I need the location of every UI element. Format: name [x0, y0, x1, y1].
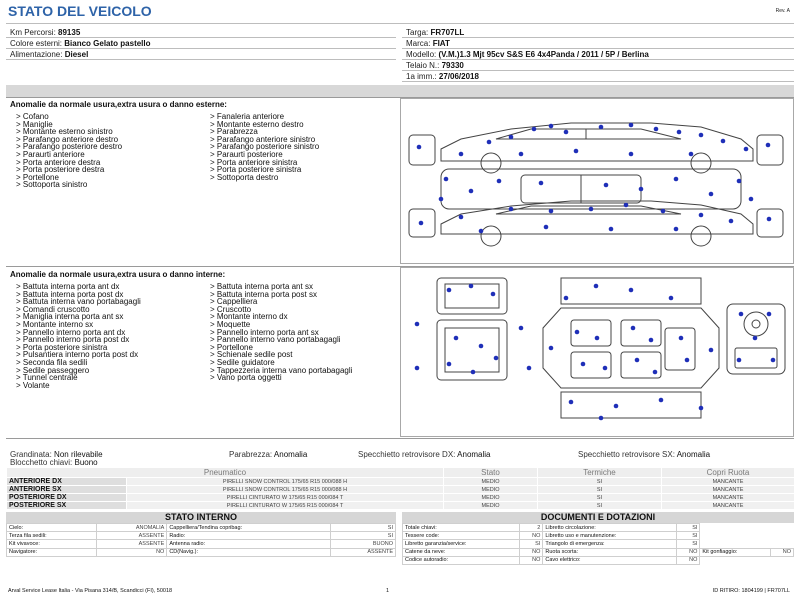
exterior-list-left — [16, 113, 206, 189]
damage-marker — [469, 284, 474, 289]
section-band — [6, 85, 794, 97]
hail-field: Grandinata: Non rilevabile — [10, 450, 103, 459]
tyre-model: PIRELLI SNOW CONTROL 175/65 R15 000/088 H — [127, 486, 444, 494]
tyre-row — [7, 494, 795, 502]
damage-marker — [415, 366, 420, 371]
field-value: NO — [520, 548, 543, 556]
damage-marker — [653, 370, 658, 375]
damage-marker — [549, 124, 554, 129]
damage-marker — [595, 336, 600, 341]
damage-marker — [574, 149, 579, 154]
anomaly-item: > Battuta interna porta ant sx — [210, 282, 313, 291]
damage-marker — [737, 179, 742, 184]
damage-marker — [767, 312, 772, 317]
revision-label: Rev. A — [775, 8, 790, 14]
field-label: Libretto uso e manutenzione: — [543, 532, 677, 540]
km-field: Km Percorsi: 89135 — [10, 28, 81, 37]
damage-marker — [527, 366, 532, 371]
damage-marker — [674, 177, 679, 182]
anomaly-item: > Pannello interno vano portabagagli — [210, 335, 341, 345]
field-value: SI — [677, 532, 700, 540]
damage-marker — [415, 322, 420, 327]
damage-marker — [709, 348, 714, 353]
damage-marker — [737, 358, 742, 363]
tyre-model: PIRELLI CINTURATO W 175/65 R15 000/084 T — [127, 494, 444, 502]
damage-marker — [589, 207, 594, 212]
interior-list-left — [16, 283, 204, 389]
damage-marker — [599, 416, 604, 421]
info-rule — [402, 59, 794, 60]
anomaly-item: > Paraurti anteriore — [16, 149, 85, 159]
tyre-position: POSTERIORE SX — [7, 502, 127, 510]
damage-marker — [689, 152, 694, 157]
anomaly-item: > Parafango anteriore destro — [16, 134, 119, 144]
interior-list-right — [210, 283, 390, 382]
anomaly-item: > Moquette — [210, 319, 251, 329]
tyre-cover: MANCANTE — [662, 494, 795, 502]
tyre-cover: MANCANTE — [662, 502, 795, 510]
tyres-header-row — [7, 468, 795, 478]
damage-marker — [459, 152, 464, 157]
damage-marker — [491, 292, 496, 297]
anomaly-item: > Porta anteriore sinistra — [210, 157, 298, 167]
info-rule — [6, 37, 396, 38]
damage-marker — [569, 400, 574, 405]
damage-marker — [629, 288, 634, 293]
damage-marker — [654, 127, 659, 132]
damage-marker — [581, 362, 586, 367]
damage-marker — [699, 213, 704, 218]
anomaly-item: > Schienale sedile post — [210, 350, 293, 360]
anomaly-item: > Sedile guidatore — [210, 357, 275, 367]
damage-marker — [649, 338, 654, 343]
anomaly-item: > Battuta interna vano portabagagli — [16, 297, 141, 307]
damage-marker — [669, 296, 674, 301]
field-row — [403, 532, 794, 540]
tyre-model: PIRELLI CINTURATO W 175/65 R15 000/084 T — [127, 502, 444, 510]
field-row — [7, 532, 396, 540]
anomaly-item: > Sottoporta sinistro — [16, 180, 88, 190]
tyre-model: PIRELLI SNOW CONTROL 175/65 R15 000/088 H — [127, 478, 444, 486]
anomaly-item: > Cofano — [16, 112, 49, 121]
exterior-diagram — [400, 98, 794, 264]
damage-marker — [767, 217, 772, 222]
damage-marker — [661, 209, 666, 214]
field-label: Triangolo di emergenza: — [543, 540, 677, 548]
field-value: ASSENTE — [331, 548, 396, 556]
anomaly-item: > Battuta interna porta ant dx — [16, 282, 120, 291]
field-row — [403, 556, 794, 564]
anomaly-item: > Fanaleria anteriore — [210, 112, 285, 121]
field-label: Codice autoradio: — [403, 556, 520, 564]
damage-marker — [575, 330, 580, 335]
anomaly-item: > Comandi cruscotto — [16, 304, 90, 314]
field-value: BUONO — [331, 540, 396, 548]
tyre-position: POSTERIORE DX — [7, 494, 127, 502]
tyre-winter: SI — [538, 478, 662, 486]
damage-marker — [614, 404, 619, 409]
info-rule — [402, 37, 794, 38]
footer-address: Arval Service Lease Italia - Via Pisana 314/B, Scandicci (FI), 50018 — [8, 588, 173, 594]
field-row — [7, 524, 396, 532]
tyre-state: MEDIO — [444, 502, 538, 510]
anomaly-item: > Sedile passeggero — [16, 365, 90, 375]
damage-marker — [439, 197, 444, 202]
tyre-row — [7, 502, 795, 510]
damage-marker — [519, 152, 524, 157]
anomaly-item: > Cruscotto — [210, 304, 252, 314]
anomaly-item: > Battuta interna porta post sx — [210, 289, 317, 299]
damage-marker — [469, 189, 474, 194]
damage-marker — [635, 358, 640, 363]
damage-marker — [509, 207, 514, 212]
tyres-table — [6, 467, 795, 510]
tyre-cover: MANCANTE — [662, 486, 795, 494]
damage-marker — [659, 398, 664, 403]
damage-marker — [519, 326, 524, 331]
damage-marker — [479, 344, 484, 349]
damage-marker — [599, 125, 604, 130]
damage-marker — [564, 130, 569, 135]
anomaly-item: > Vano porta oggetti — [210, 373, 282, 383]
anomaly-item: > Portellone — [16, 172, 59, 182]
damage-marker — [709, 192, 714, 197]
field-value: SI — [677, 524, 700, 532]
tyre-position: ANTERIORE SX — [7, 486, 127, 494]
damage-marker — [544, 225, 549, 230]
anomaly-item: > Porta posteriore destra — [16, 165, 105, 175]
damage-marker — [699, 133, 704, 138]
damage-marker — [444, 177, 449, 182]
anomaly-item: > Battuta interna porta post dx — [16, 289, 124, 299]
field-label: Ruota scorta: — [543, 548, 677, 556]
field-label: Cappelliera/Tendina copribag: — [167, 524, 331, 532]
plate-field: Targa: FR707LL — [406, 28, 465, 37]
anomaly-item: > Maniglie — [16, 119, 53, 129]
color-field: Colore esterni: Bianco Gelato pastello — [10, 39, 151, 48]
fuel-field: Alimentazione: Diesel — [10, 50, 89, 59]
documents-table — [402, 523, 794, 565]
field-label: Totale chiavi: — [403, 524, 520, 532]
tyres-header: Pneumatico — [7, 468, 444, 478]
anomaly-item: > Cappelliera — [210, 297, 258, 307]
field-value: SI — [677, 540, 700, 548]
anomaly-item: > Tunnel centrale — [16, 373, 78, 383]
field-label: Kit vivavoce: — [7, 540, 97, 548]
damage-marker — [549, 346, 554, 351]
damage-marker — [753, 336, 758, 341]
field-value: NO — [770, 548, 793, 556]
anomaly-item: > Montante esterno destro — [210, 119, 304, 129]
interior-diagram — [400, 267, 794, 437]
field-row — [403, 524, 794, 532]
damage-marker — [685, 358, 690, 363]
damage-marker — [494, 356, 499, 361]
page-title: STATO DEL VEICOLO — [8, 3, 152, 19]
field-value: NO — [677, 548, 700, 556]
field-label: Terza fila sedili: — [7, 532, 97, 540]
field-value: NO — [520, 532, 543, 540]
documents-box — [402, 512, 794, 565]
damage-marker — [679, 336, 684, 341]
field-label: Antenna radio: — [167, 540, 331, 548]
tyre-winter: SI — [538, 486, 662, 494]
damage-marker — [677, 130, 682, 135]
field-label: CD(Navig.): — [167, 548, 331, 556]
anomaly-item: > Pannello interno porta ant sx — [210, 327, 319, 337]
damage-marker — [609, 227, 614, 232]
anomaly-item: > Maniglia interna porta ant sx — [16, 312, 124, 322]
field-label: Cielo: — [7, 524, 97, 532]
tyres-header: Stato — [444, 468, 538, 478]
damage-marker — [594, 284, 599, 289]
field-label: Catene da neve: — [403, 548, 520, 556]
field-value: NO — [96, 548, 166, 556]
info-rule — [402, 81, 794, 82]
anomaly-item: > Parafango posteriore destro — [16, 142, 123, 152]
tyre-cover: MANCANTE — [662, 478, 795, 486]
field-label: Navigatore: — [7, 548, 97, 556]
tyre-state: MEDIO — [444, 494, 538, 502]
tyre-row — [7, 478, 795, 486]
field-row — [403, 540, 794, 548]
anomaly-item: > Pannello interno porta ant dx — [16, 327, 126, 337]
damage-marker — [631, 326, 636, 331]
damage-marker — [766, 143, 771, 148]
registration-field: 1a imm.: 27/06/2018 — [406, 72, 479, 81]
title-divider — [6, 23, 794, 24]
damage-marker — [417, 145, 422, 150]
interior-state-box — [6, 512, 396, 557]
interior-title: Anomalie da normale usura,extra usura o danno interne: — [10, 270, 226, 279]
chassis-field: Telaio N.: 79330 — [406, 61, 464, 70]
damage-marker — [447, 362, 452, 367]
anomaly-item: > Paraurti posteriore — [210, 149, 283, 159]
field-label: Tessere code: — [403, 532, 520, 540]
damage-marker — [564, 296, 569, 301]
tyre-state: MEDIO — [444, 486, 538, 494]
anomaly-item: > Parafango anteriore sinistro — [210, 134, 316, 144]
anomaly-item: > Parafango posteriore sinistro — [210, 142, 320, 152]
footer-id: ID RITIRO: 1804199 | FR707LL — [712, 588, 790, 594]
info-rule — [6, 48, 396, 49]
field-row — [7, 540, 396, 548]
damage-marker — [739, 312, 744, 317]
field-value: SI — [331, 532, 396, 540]
anomaly-item: > Tappezzeria interna vano portabagagli — [210, 365, 353, 375]
tyre-winter: SI — [538, 494, 662, 502]
damage-marker — [471, 370, 476, 375]
damage-marker — [639, 187, 644, 192]
field-value: SI — [331, 524, 396, 532]
field-label: Libretto circolazione: — [543, 524, 677, 532]
damage-marker — [624, 203, 629, 208]
mirror-dx-field: Specchietto retrovisore DX: Anomalia — [358, 450, 491, 459]
anomaly-item: > Porta anteriore destra — [16, 157, 101, 167]
damage-marker — [479, 229, 484, 234]
damage-marker — [699, 406, 704, 411]
anomaly-item: > Pulsantiera interno porta post dx — [16, 350, 139, 360]
field-row — [403, 548, 794, 556]
field-label: Libretto garanzia/service: — [403, 540, 520, 548]
tyres-header: Copri Ruota — [662, 468, 795, 478]
damage-marker — [604, 183, 609, 188]
interior-state-table — [6, 523, 396, 557]
info-rule — [6, 59, 396, 60]
damage-marker — [454, 336, 459, 341]
field-label: Cavo elettrico: — [543, 556, 677, 564]
tyre-position: ANTERIORE DX — [7, 478, 127, 486]
anomaly-item: > Parabrezza — [210, 127, 258, 137]
anomaly-item: > Montante interno dx — [210, 312, 288, 322]
field-value: NO — [677, 556, 700, 564]
damage-marker — [629, 123, 634, 128]
exterior-title: Anomalie da normale usura,extra usura o danno esterne: — [10, 100, 227, 109]
exterior-list-right — [210, 113, 400, 181]
tyre-state: MEDIO — [444, 478, 538, 486]
field-value: ASSENTE — [96, 532, 166, 540]
field-value: SI — [520, 540, 543, 548]
field-value: ASSENTE — [96, 540, 166, 548]
tyres-header: Termiche — [538, 468, 662, 478]
anomaly-item: > Montante interno sx — [16, 319, 94, 329]
tyre-winter: SI — [538, 502, 662, 510]
anomaly-item: > Porta posteriore sinistra — [210, 165, 302, 175]
footer-page-number: 1 — [386, 588, 390, 594]
keylock-field: Blocchetto chiavi: Buono — [10, 458, 98, 467]
anomaly-item: > Portellone — [210, 342, 253, 352]
damage-marker — [629, 152, 634, 157]
anomaly-item: > Sottoporta destro — [210, 172, 279, 182]
damage-marker — [539, 181, 544, 186]
damage-marker — [497, 179, 502, 184]
damage-marker — [749, 197, 754, 202]
field-value: ANOMALIA — [96, 524, 166, 532]
damage-marker — [729, 219, 734, 224]
model-field: Modello: (V.M.)1.3 Mjt 95cv S&S E6 4x4Panda / 2011 / 5P / Berlina — [406, 50, 649, 59]
damage-marker — [674, 227, 679, 232]
windshield-field: Parabrezza: Anomalia — [229, 450, 308, 459]
info-rule — [402, 70, 794, 71]
tyre-row — [7, 486, 795, 494]
damage-marker — [721, 139, 726, 144]
field-row — [7, 548, 396, 556]
damage-marker — [549, 209, 554, 214]
damage-marker — [532, 127, 537, 132]
anomaly-item: > Volante — [16, 380, 50, 390]
damage-marker — [459, 215, 464, 220]
field-value: NO — [520, 556, 543, 564]
anomaly-item: > Montante esterno sinistro — [16, 127, 113, 137]
field-label: Radio: — [167, 532, 331, 540]
field-value: 2 — [520, 524, 543, 532]
documents-title: DOCUMENTI E DOTAZIONI — [402, 512, 794, 523]
info-rule — [402, 48, 794, 49]
damage-marker — [509, 135, 514, 140]
damage-marker — [603, 366, 608, 371]
anomaly-item: > Pannello interno porta post dx — [16, 335, 130, 345]
damage-marker — [447, 288, 452, 293]
interior-state-title: STATO INTERNO — [6, 512, 396, 523]
field-label: Kit gonfiaggio: — [700, 548, 770, 556]
damage-marker — [744, 147, 749, 152]
damage-marker — [419, 221, 424, 226]
damage-marker — [487, 140, 492, 145]
brand-field: Marca: FIAT — [406, 39, 450, 48]
anomaly-item: > Porta posteriore sinistra — [16, 342, 108, 352]
damage-marker — [771, 358, 776, 363]
anomaly-item: > Seconda fila sedili — [16, 357, 88, 367]
mirror-sx-field: Specchietto retrovisore SX: Anomalia — [578, 450, 711, 459]
